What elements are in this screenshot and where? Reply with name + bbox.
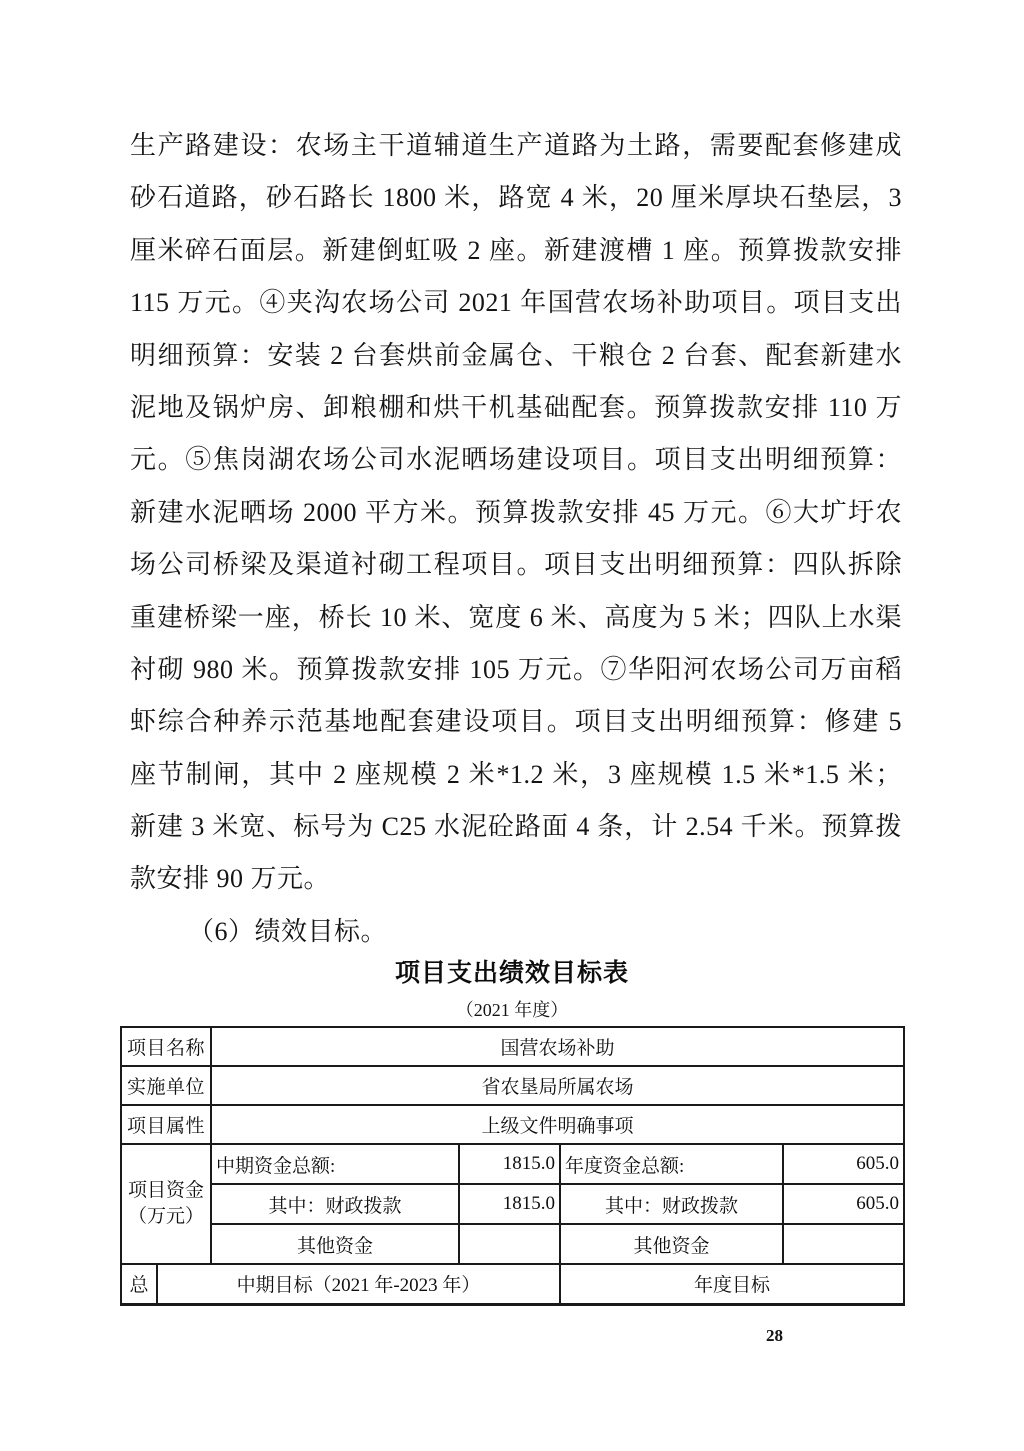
performance-target-table — [120, 1026, 905, 1306]
body-line: 厘米碎石面层。新建倒虹吸 2 座。新建渡槽 1 座。预算拨款安排 — [130, 235, 902, 265]
table-row — [121, 1184, 904, 1224]
project-attribute-value: 上级文件明确事项 — [211, 1105, 904, 1144]
annual-other-funds-label: 其他资金 — [560, 1224, 783, 1264]
body-line: 新建 3 米宽、标号为 C25 水泥砼路面 4 条，计 2.54 千米。预算拨 — [130, 812, 902, 842]
page-number: 28 — [766, 1326, 783, 1345]
midterm-total-value: 1815.0 — [459, 1144, 560, 1184]
midterm-other-funds-label: 其他资金 — [211, 1224, 459, 1264]
midterm-other-funds-value — [459, 1224, 560, 1264]
annual-fiscal-value: 605.0 — [783, 1184, 904, 1224]
table-row — [121, 1144, 904, 1184]
annual-fiscal-label: 其中：财政拨款 — [560, 1184, 783, 1224]
body-line: 座节制闸，其中 2 座规模 2 米*1.2 米，3 座规模 1.5 米*1.5 米； — [130, 759, 902, 789]
midterm-total-label: 中期资金总额: — [211, 1144, 459, 1184]
table-subtitle: （2021 年度） — [455, 1000, 569, 1020]
body-line: 生产路建设：农场主干道辅道生产道路为土路，需要配套修建成 — [130, 131, 902, 160]
body-line: 115 万元。④夹沟农场公司 2021 年国营农场补助项目。项目支出 — [130, 288, 902, 318]
midterm-fiscal-value: 1815.0 — [459, 1184, 560, 1224]
implementing-unit-label: 实施单位 — [121, 1066, 211, 1105]
body-paragraph — [130, 120, 902, 958]
table-row — [121, 1224, 904, 1264]
body-line: 明细预算：安装 2 台套烘前金属仓、干粮仓 2 台套、配套新建水 — [130, 340, 902, 370]
body-line: 虾综合种养示范基地配套建设项目。项目支出明细预算：修建 5 — [130, 707, 902, 737]
funds-label-line2: （万元） — [128, 1206, 205, 1227]
annual-goal-header: 年度目标 — [560, 1264, 904, 1304]
midterm-fiscal-label: 其中：财政拨款 — [211, 1184, 459, 1224]
project-name-label: 项目名称 — [121, 1027, 211, 1066]
project-funds-label — [121, 1144, 211, 1264]
table-row — [121, 1264, 904, 1304]
overall-goal-label: 总 — [121, 1264, 157, 1304]
table-title: 项目支出绩效目标表 — [394, 960, 629, 987]
annual-total-label: 年度资金总额: — [560, 1144, 783, 1184]
table-row — [121, 1105, 904, 1144]
project-name-value: 国营农场补助 — [211, 1027, 904, 1066]
body-line: 衬砌 980 米。预算拨款安排 105 万元。⑦华阳河农场公司万亩稻 — [130, 654, 902, 684]
body-line: 元。⑤焦岗湖农场公司水泥晒场建设项目。项目支出明细预算： — [130, 445, 902, 475]
body-line: 泥地及锅炉房、卸粮棚和烘干机基础配套。预算拨款安排 110 万 — [130, 392, 902, 422]
annual-total-value: 605.0 — [783, 1144, 904, 1184]
table-row — [121, 1027, 904, 1066]
implementing-unit-value: 省农垦局所属农场 — [211, 1066, 904, 1105]
annual-other-funds-value — [783, 1224, 904, 1264]
body-line: 款安排 90 万元。 — [130, 864, 331, 894]
project-attribute-label: 项目属性 — [121, 1105, 211, 1144]
body-line: 新建水泥晒场 2000 平方米。预算拨款安排 45 万元。⑥大圹圩农 — [130, 497, 902, 527]
table-row — [121, 1066, 904, 1105]
body-line: 砂石道路，砂石路长 1800 米，路宽 4 米，20 厘米厚块石垫层，3 — [130, 183, 902, 213]
body-line: 场公司桥梁及渠道衬砌工程项目。项目支出明细预算：四队拆除 — [130, 550, 902, 580]
funds-label-line1: 项目资金 — [128, 1180, 205, 1201]
body-line: 重建桥梁一座，桥长 10 米、宽度 6 米、高度为 5 米；四队上水渠 — [130, 602, 902, 632]
midterm-goal-header: 中期目标（2021 年-2023 年） — [157, 1264, 560, 1304]
performance-note-line: （6）绩效目标。 — [188, 916, 388, 946]
